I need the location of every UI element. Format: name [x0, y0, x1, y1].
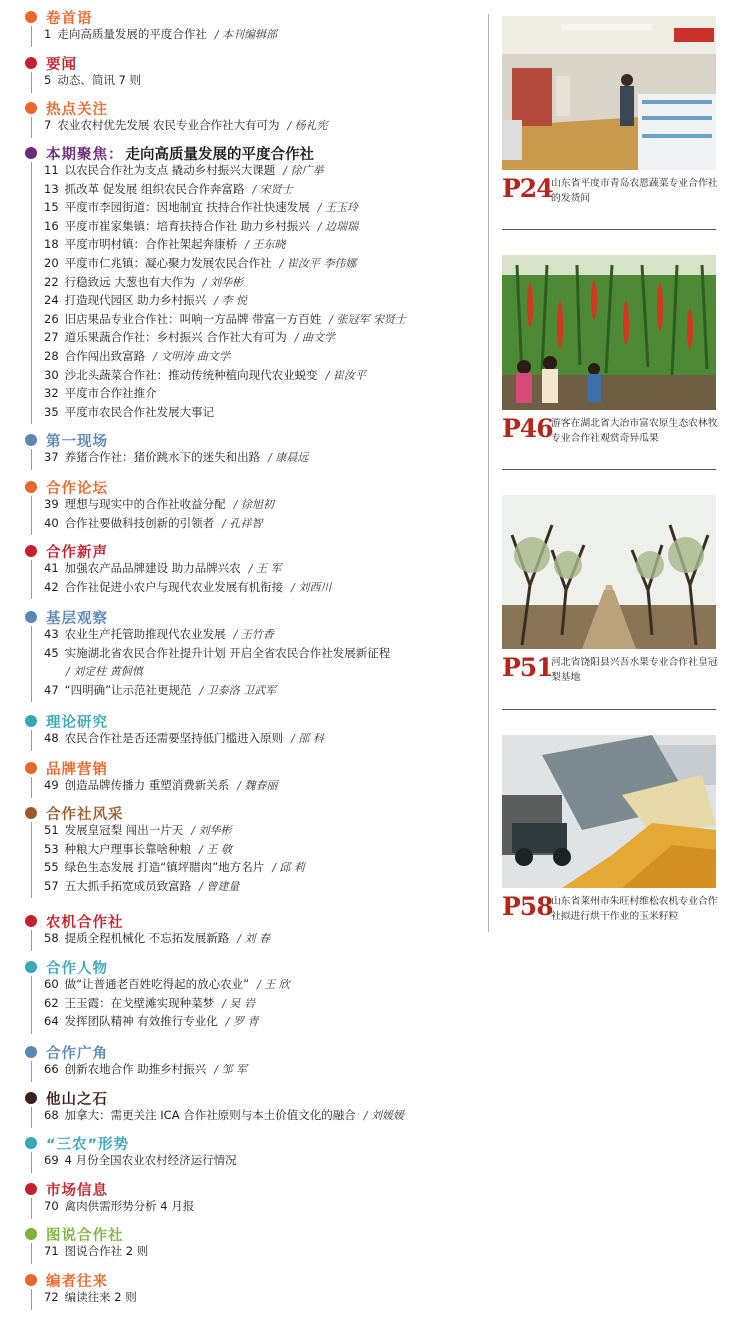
- toc-entry[interactable]: [44, 161, 324, 179]
- toc-entry[interactable]: [44, 578, 331, 596]
- entry-author: / 王东晓: [245, 238, 286, 252]
- entry-title: 合作闯出致富路: [64, 349, 146, 363]
- entry-page-number: 22: [44, 274, 59, 289]
- section-subtitle: 走向高质量发展的平度合作社: [125, 146, 314, 163]
- section-bullet-icon: [25, 961, 37, 973]
- entry-author: / 邹 军: [214, 1063, 247, 1076]
- toc-entry[interactable]: [44, 1060, 247, 1078]
- entry-author: / 邱 莉: [272, 861, 305, 875]
- feature-card[interactable]: [502, 16, 716, 222]
- toc-entry[interactable]: [44, 291, 247, 309]
- toc-entry[interactable]: [44, 116, 328, 134]
- feature-separator: [502, 709, 716, 710]
- entry-page-number: 1: [44, 27, 52, 41]
- section-title: 农机合作社: [46, 914, 124, 931]
- feature-caption: 河北省饶阳县兴吾水果专业合作社皇冠梨基地: [551, 657, 718, 683]
- entry-title: 加强农产品品牌建设 助力品牌兴农: [64, 561, 241, 575]
- section-title: 合作论坛: [46, 480, 108, 497]
- entry-page-number: 13: [44, 181, 59, 196]
- entry-author: / 王 欣: [257, 978, 290, 991]
- entry-page-number: 72: [44, 1290, 59, 1304]
- entry-author: / 刘西川: [291, 580, 332, 594]
- entry-title: 图说合作社 2 则: [64, 1244, 149, 1258]
- section-title: 他山之石: [46, 1091, 108, 1108]
- entry-page-number: 71: [44, 1244, 59, 1258]
- entry-author: / 本刊编辑部: [214, 28, 278, 41]
- section-bullet-icon: [25, 545, 37, 557]
- feature-separator: [502, 469, 716, 470]
- entry-author: / 吴 岩: [222, 996, 255, 1010]
- section-title: 合作广角: [46, 1045, 108, 1062]
- toc-entry[interactable]: [44, 1106, 404, 1124]
- section-title: 热点关注: [46, 101, 108, 118]
- entry-page-number: 32: [44, 386, 59, 401]
- entry-title: 道乐果蔬合作社：乡村振兴 合作社大有可为: [64, 330, 287, 345]
- entry-title: 旧店果品专业合作社：叫响一方品牌 带富一方百姓: [64, 311, 322, 326]
- entry-title: 平度市崔家集镇：培育扶持合作社 助力乡村振兴: [64, 218, 310, 233]
- entry-author: / 曲文学: [294, 331, 335, 345]
- entry-page-number: 30: [44, 367, 59, 382]
- entry-title: 平度市李园街道：因地制宜 扶持合作社快速发展: [64, 200, 310, 215]
- entry-page-number: 15: [44, 200, 59, 215]
- section-bullet-icon: [25, 434, 37, 446]
- entry-title: 编读往来 2 则: [64, 1290, 137, 1304]
- entry-title: 农民合作社是否还需要坚持低门槛进入原则: [64, 731, 284, 745]
- section-rule: [31, 162, 32, 424]
- section-rule: [31, 777, 32, 798]
- entry-page-number: 60: [44, 977, 59, 991]
- section-rule: [31, 930, 32, 951]
- section-rule: [31, 626, 32, 702]
- toc-entry[interactable]: [44, 729, 324, 747]
- toc-entry[interactable]: [44, 1288, 137, 1306]
- entry-title: 养猪合作社：猪价跳水下的迷失和出路: [64, 450, 261, 464]
- toc-entry[interactable]: [44, 858, 305, 876]
- entry-author: / 杨礼宪: [287, 119, 328, 132]
- entry-author: / 李 悦: [214, 294, 247, 308]
- entry-page-number: 42: [44, 579, 59, 594]
- entry-author: / 邵 科: [291, 732, 324, 745]
- corn-truck-photo: [502, 735, 716, 888]
- section-bullet-icon: [25, 915, 37, 927]
- section-title: 市场信息: [46, 1182, 108, 1199]
- entry-title: 以农民合作社为支点 撬动乡村振兴大课题: [64, 163, 276, 177]
- entry-page-number: 39: [44, 497, 59, 511]
- entry-page-number: 18: [44, 237, 59, 252]
- toc-entry[interactable]: [44, 514, 262, 532]
- entry-title: 农业农村优先发展 农民专业合作社大有可为: [57, 118, 280, 132]
- entry-author: / 孔祥智: [222, 516, 263, 530]
- section-title: 基层观察: [46, 610, 108, 627]
- entry-title: 合作社促进小农户与现代农业发展有机衔接: [64, 579, 284, 594]
- entry-title: 王玉霞：在戈壁滩实现种菜梦: [64, 995, 215, 1010]
- toc-entry[interactable]: [44, 235, 285, 253]
- entry-title: 行稳致远 大葱也有大作为: [64, 274, 195, 289]
- entry-page-number: 26: [44, 311, 59, 326]
- section-rule: [31, 976, 32, 1034]
- section-rule: [31, 496, 32, 535]
- gourd-greenhouse-photo: [502, 255, 716, 410]
- toc-entry[interactable]: [44, 776, 278, 794]
- entry-page-number: 27: [44, 330, 59, 345]
- toc-entry[interactable]: [44, 644, 390, 662]
- section-title: 图说合作社: [46, 1227, 124, 1244]
- toc-entry[interactable]: [66, 662, 143, 680]
- toc-entry[interactable]: [44, 310, 406, 328]
- section-rule: [31, 26, 32, 47]
- entry-title: 做“让普通老百姓吃得起的放心农业”: [64, 977, 250, 991]
- feature-card[interactable]: [502, 735, 716, 940]
- entry-author: / 徐旭初: [233, 498, 274, 511]
- entry-author: / 徐广举: [283, 164, 324, 177]
- feature-page-number: P46: [502, 414, 553, 443]
- entry-author: / 张冠军 宋贤士: [329, 312, 406, 326]
- toc-entry[interactable]: [44, 217, 358, 235]
- entry-page-number: 57: [44, 878, 59, 893]
- toc-entry[interactable]: [44, 975, 290, 993]
- section-rule: [31, 560, 32, 599]
- section-rule: [31, 117, 32, 138]
- entry-title: 平度市仁兆镇：凝心聚力发展农民合作社: [64, 256, 272, 270]
- entry-author: / 刘 春: [237, 932, 270, 945]
- toc-entry[interactable]: [44, 71, 141, 89]
- entry-page-number: 58: [44, 931, 59, 945]
- entry-title: 提质全程机械化 不忘拓发展新路: [64, 931, 230, 945]
- entry-page-number: 62: [44, 995, 59, 1010]
- feature-page-number: P58: [502, 892, 553, 921]
- toc-entry[interactable]: [44, 25, 277, 43]
- toc-entry[interactable]: [44, 625, 274, 643]
- entry-page-number: 45: [44, 645, 59, 660]
- section-bullet-icon: [25, 1137, 37, 1149]
- entry-page-number: 47: [44, 682, 59, 697]
- entry-title: 打造现代园区 助力乡村振兴: [64, 293, 207, 308]
- entry-author: / 崔汝平 李伟娜: [279, 257, 357, 270]
- column-divider: [488, 14, 489, 932]
- feature-page-number: P24: [502, 174, 553, 203]
- entry-title: 加拿大：需更关注 ICA 合作社原则与本土价值文化的融合: [64, 1108, 356, 1122]
- toc-entry[interactable]: [44, 821, 232, 839]
- feature-page-number: P51: [502, 653, 553, 682]
- entry-title: 五大抓手拓宽成员致富路: [64, 878, 192, 893]
- section-title: 合作人物: [46, 960, 108, 977]
- section-rule: [31, 1198, 32, 1219]
- feature-card[interactable]: [502, 495, 716, 701]
- toc-entry[interactable]: [44, 1012, 259, 1030]
- section-bullet-icon: [25, 1274, 37, 1286]
- toc-entry[interactable]: [44, 448, 308, 466]
- section-bullet-icon: [25, 807, 37, 819]
- section-bullet-icon: [25, 102, 37, 114]
- section-bullet-icon: [25, 481, 37, 493]
- entry-author: / 王 军: [248, 562, 282, 575]
- section-title: 要闻: [46, 56, 77, 73]
- entry-title: “四明确”让示范社更规范: [64, 682, 192, 697]
- feature-caption: 山东省平度市青岛农恩蔬菜专业合作社的发货间: [551, 178, 718, 204]
- section-rule: [31, 449, 32, 470]
- entry-page-number: 66: [44, 1062, 59, 1076]
- toc-entry[interactable]: [44, 403, 214, 421]
- toc-entry[interactable]: [44, 994, 255, 1012]
- entry-author: / 曾建量: [199, 879, 240, 893]
- entry-author: / 文明涛 曲文学: [153, 350, 230, 363]
- entry-author: / 罗 青: [225, 1015, 259, 1029]
- entry-page-number: 51: [44, 823, 59, 837]
- toc-entry[interactable]: [44, 384, 157, 402]
- entry-title: 创新农地合作 助推乡村振兴: [64, 1062, 207, 1076]
- section-title: 合作社风采: [46, 806, 124, 823]
- toc-entry[interactable]: [44, 681, 276, 699]
- feature-separator: [502, 229, 716, 230]
- toc-entry[interactable]: [44, 198, 358, 216]
- entry-author: / 刘华彬: [191, 824, 232, 837]
- section-bullet-icon: [25, 147, 37, 159]
- entry-title: 走向高质量发展的平度合作社: [57, 27, 207, 41]
- entry-title: 发挥团队精神 有效推行专业化: [64, 1014, 218, 1029]
- section-bullet-icon: [25, 1092, 37, 1104]
- entry-title: 平度市明村镇：合作社架起奔康桥: [64, 237, 238, 252]
- toc-entry[interactable]: [44, 877, 239, 895]
- entry-page-number: 20: [44, 256, 59, 270]
- entry-title: 实施湖北省农民合作社提升计划 开启全省农民合作社发展新征程: [64, 645, 391, 660]
- feature-caption: 游客在湖北省大冶市富农原生态农林牧专业合作社观赏奇异瓜果: [551, 418, 718, 444]
- toc-entry[interactable]: [44, 559, 282, 577]
- entry-title: 4 月份全国农业农村经济运行情况: [64, 1153, 237, 1167]
- entry-title: 抓改革 促发展 组织农民合作奔富路: [64, 181, 245, 196]
- pear-orchard-photo: [502, 495, 716, 649]
- section-bullet-icon: [25, 1183, 37, 1195]
- entry-author: / 崔汝平: [325, 368, 366, 382]
- entry-page-number: 53: [44, 841, 59, 856]
- section-title: 品牌营销: [46, 761, 108, 778]
- section-title: “三农”形势: [46, 1136, 130, 1153]
- section-rule: [31, 822, 32, 898]
- entry-author: / 王 敬: [199, 842, 232, 856]
- entry-title: 创造品牌传播力 重塑消费新关系: [64, 778, 230, 792]
- entry-title: 动态、简讯 7 则: [57, 73, 141, 87]
- section-rule: [31, 1107, 32, 1128]
- entry-author: / 刘定柱 黄侗慎: [66, 665, 143, 679]
- section-bullet-icon: [25, 57, 37, 69]
- section-rule: [31, 730, 32, 751]
- entry-page-number: 48: [44, 731, 59, 745]
- entry-page-number: 41: [44, 561, 59, 575]
- entry-page-number: 35: [44, 404, 59, 419]
- entry-author: / 宋贤士: [252, 182, 293, 196]
- section-title: 理论研究: [46, 714, 108, 731]
- toc-entry[interactable]: [44, 1151, 237, 1169]
- entry-author: / 王玉玲: [317, 201, 358, 215]
- entry-page-number: 43: [44, 627, 59, 641]
- entry-page-number: 68: [44, 1108, 59, 1122]
- section-title: 第一现场: [46, 433, 108, 450]
- toc-entry[interactable]: [44, 366, 366, 384]
- section-bullet-icon: [25, 1046, 37, 1058]
- section-title: 本期聚焦：: [46, 146, 124, 163]
- entry-author: / 魏春丽: [237, 779, 278, 792]
- toc-entry[interactable]: [44, 254, 356, 272]
- section-title: 卷首语: [46, 10, 93, 27]
- entry-title: 农业生产托管助推现代农业发展: [64, 627, 226, 641]
- toc-entry[interactable]: [44, 1242, 148, 1260]
- section-rule: [31, 1061, 32, 1082]
- entry-page-number: 40: [44, 515, 59, 530]
- section-bullet-icon: [25, 11, 37, 23]
- entry-page-number: 37: [44, 450, 59, 464]
- entry-page-number: 5: [44, 73, 52, 87]
- section-rule: [31, 1289, 32, 1310]
- feature-caption: 山东省莱州市朱旺村维松农机专业合作社拟进行烘干作业的玉米籽粒: [551, 896, 718, 922]
- feature-card[interactable]: [502, 255, 716, 462]
- section-title: 合作新声: [46, 544, 108, 561]
- entry-page-number: 69: [44, 1153, 59, 1167]
- entry-title: 禽肉供需形势分析 4 月报: [64, 1199, 195, 1213]
- entry-page-number: 7: [44, 118, 52, 132]
- entry-title: 发展皇冠梨 闯出一片天: [64, 823, 184, 837]
- entry-page-number: 11: [44, 163, 59, 177]
- entry-author: / 王竹香: [233, 628, 274, 641]
- entry-title: 理想与现实中的合作社收益分配: [64, 497, 226, 511]
- entry-author: / 康晨远: [268, 451, 309, 464]
- entry-page-number: 70: [44, 1199, 59, 1213]
- entry-author: / 刘华彬: [202, 275, 243, 289]
- entry-page-number: 28: [44, 349, 59, 363]
- entry-page-number: 49: [44, 778, 59, 792]
- section-title: 编者往来: [46, 1273, 108, 1290]
- toc-entry[interactable]: [44, 347, 230, 365]
- entry-author: / 边瑞瑞: [317, 219, 358, 233]
- toc-entry[interactable]: [44, 1197, 194, 1215]
- entry-page-number: 55: [44, 860, 59, 875]
- section-rule: [31, 72, 32, 93]
- entry-page-number: 24: [44, 293, 59, 308]
- toc-entry[interactable]: [44, 840, 232, 858]
- entry-title: 平度市合作社推介: [64, 386, 157, 401]
- toc-entry[interactable]: [44, 180, 293, 198]
- entry-page-number: 64: [44, 1014, 59, 1029]
- section-rule: [31, 1152, 32, 1173]
- entry-author: / 卫泰洛 卫武军: [199, 683, 277, 697]
- toc-entry[interactable]: [44, 328, 335, 346]
- section-rule: [31, 1243, 32, 1264]
- toc-entry[interactable]: [44, 929, 270, 947]
- entry-title: 绿色生态发展 打造“镇坪腊肉”地方名片: [64, 860, 265, 875]
- entry-title: 沙北头蔬菜合作社：推动传统种植向现代农业蜕变: [64, 367, 318, 382]
- toc-entry[interactable]: [44, 495, 274, 513]
- entry-title: 平度市农民合作社发展大事记: [64, 404, 215, 419]
- entry-author: / 刘媛媛: [363, 1109, 404, 1122]
- entry-title: 合作社要做科技创新的引领者: [64, 515, 215, 530]
- entry-page-number: 16: [44, 218, 59, 233]
- warehouse-photo: [502, 16, 716, 170]
- toc-entry[interactable]: [44, 273, 243, 291]
- section-bullet-icon: [25, 611, 37, 623]
- entry-title: 种粮大户理事长靠啥种粮: [64, 841, 192, 856]
- section-bullet-icon: [25, 762, 37, 774]
- section-bullet-icon: [25, 1228, 37, 1240]
- section-bullet-icon: [25, 715, 37, 727]
